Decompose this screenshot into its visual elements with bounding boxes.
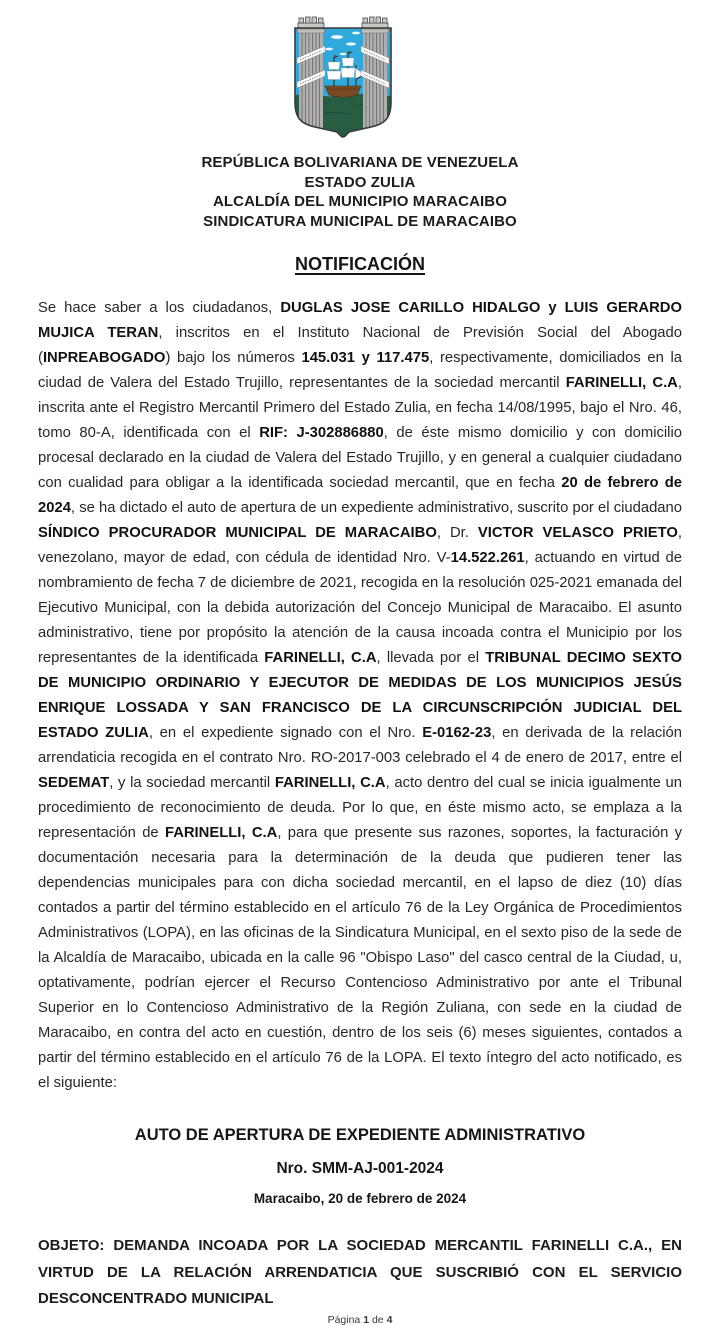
crown-right [362,17,388,28]
notification-title: NOTIFICACIÓN [295,254,425,274]
act-number: Nro. SMM-AJ-001-2024 [276,1160,444,1177]
crown-left [298,17,324,28]
notification-title-wrap [0,254,720,275]
act-title: AUTO DE APERTURA DE EXPEDIENTE ADMINISTRATIVO [134,1126,586,1144]
act-place-date: Maracaibo, 20 de febrero de 2024 [253,1191,467,1206]
header-line-alcaldia: ALCALDÍA DEL MUNICIPIO MARACAIBO [212,193,508,210]
header-line-state: ESTADO ZULIA [304,173,416,191]
objeto-paragraph: OBJETO: DEMANDA INCOADA POR LA SOCIEDAD MERCANTIL FARINELLI C.A., EN VIRTUD DE LA RELACIÓN ARRENDATICIA QUE SUSCRIBIÓ CON EL SERVICIO DESCONCENTRADO MUNICIPAL [38,1237,682,1307]
document-page [0,16,720,1326]
maracaibo-coat-of-arms-icon [293,16,393,140]
document-header [0,153,720,231]
header-line-republic: REPÚBLICA BOLIVARIANA DE VENEZUELA [201,154,519,171]
notification-body: Se hace saber a los ciudadanos, DUGLAS JOSE CARILLO HIDALGO y LUIS GERARDO MUJICA TERAN, inscritos en el Instituto Nacional de Previsión Social del Abogado (INPREABOGADO) bajo los números 145.031 y 117.475, respectivamente, domiciliados en la ciudad de Valera del Estado Trujillo, representantes de la sociedad mercantil FARINELLI, C.A, inscrita ante el Registro Mercantil Primero del Estado Zulia, en fecha 14/08/1995, bajo el Nro. 46, tomo 80-A, identificada con el RIF: J-302886880, de éste mismo domicilio y con domicilio procesal declarado en la ciudad de Valera del Estado Trujillo, y en general a cualquier ciudadano con cualidad para obligar a la identificada sociedad mercantil, que en fecha 20 de febrero de 2024, se ha dictado el auto de apertura de un expediente administrativo, suscrito por el ciudadano SÍNDICO PROCURADOR MUNICIPAL DE MARACAIBO, Dr. VICTOR VELASCO PRIETO, venezolano, mayor de edad, con cédula de identidad Nro. V-14.522.261, actuando en virtud de nombramiento de fecha 7 de diciembre de 2021, recogida en la resolución 025-2021 emanada del Ejecutivo Municipal, con la debida autorización del Concejo Municipal de Maracaibo. El asunto administrativo, tiene por propósito la atención de la causa incoada contra el Municipio por los representantes de la identificada FARINELLI, C.A, llevada por el TRIBUNAL DECIMO SEXTO DE MUNICIPIO ORDINARIO Y EJECUTOR DE MEDIDAS DE LOS MUNICIPIOS JESÚS ENRIQUE LOSSADA Y SAN FRANCISCO DE LA CIRCUNSCRIPCIÓN JUDICIAL DEL ESTADO ZULIA, en el expediente signado con el Nro. E-0162-23, en derivada de la relación arrendaticia recogida en el contrato Nro. RO-2017-003 celebrado el 4 de enero de 2017, entre el SEDEMAT, y la sociedad mercantil FARINELLI, C.A, acto dentro del cual se inicia igualmente un procedimiento de reconocimiento de deuda. Por lo que, en éste mismo acto, se emplaza a la representación de FARINELLI, C.A, para que presente sus razones, soportes, la facturación y documentación necesaria para la determinación de la deuda que pudieren tener las dependencias municipales para con dicha sociedad mercantil, en el lapso de diez (10) días contados a partir del término establecido en el artículo 76 de la Ley Orgánica de Procedimientos Administrativos (LOPA), en las oficinas de la Sindicatura Municipal, en el sexto piso de la sede de la Alcaldía de Maracaibo, ubicada en la calle 96 "Obispo Laso" del casco central de la Ciudad, u, optativamente, podrían ejercer el Recurso Contencioso Administrativo por ante el Tribunal Superior en lo Contencioso Administrativo de la Región Zuliana, con sede en la ciudad de Maracaibo, en contra del acto en cuestión, dentro de los seis (6) meses siguientes, contados a partir del término establecido en el artículo 76 de la LOPA. El texto íntegro del acto notificado, es el siguiente: [38,300,683,1091]
coat-of-arms [293,16,393,140]
page-number: Página 1 de 4 [327,1313,393,1326]
header-line-sindicatura: SINDICATURA MUNICIPAL DE MARACAIBO [203,212,517,230]
